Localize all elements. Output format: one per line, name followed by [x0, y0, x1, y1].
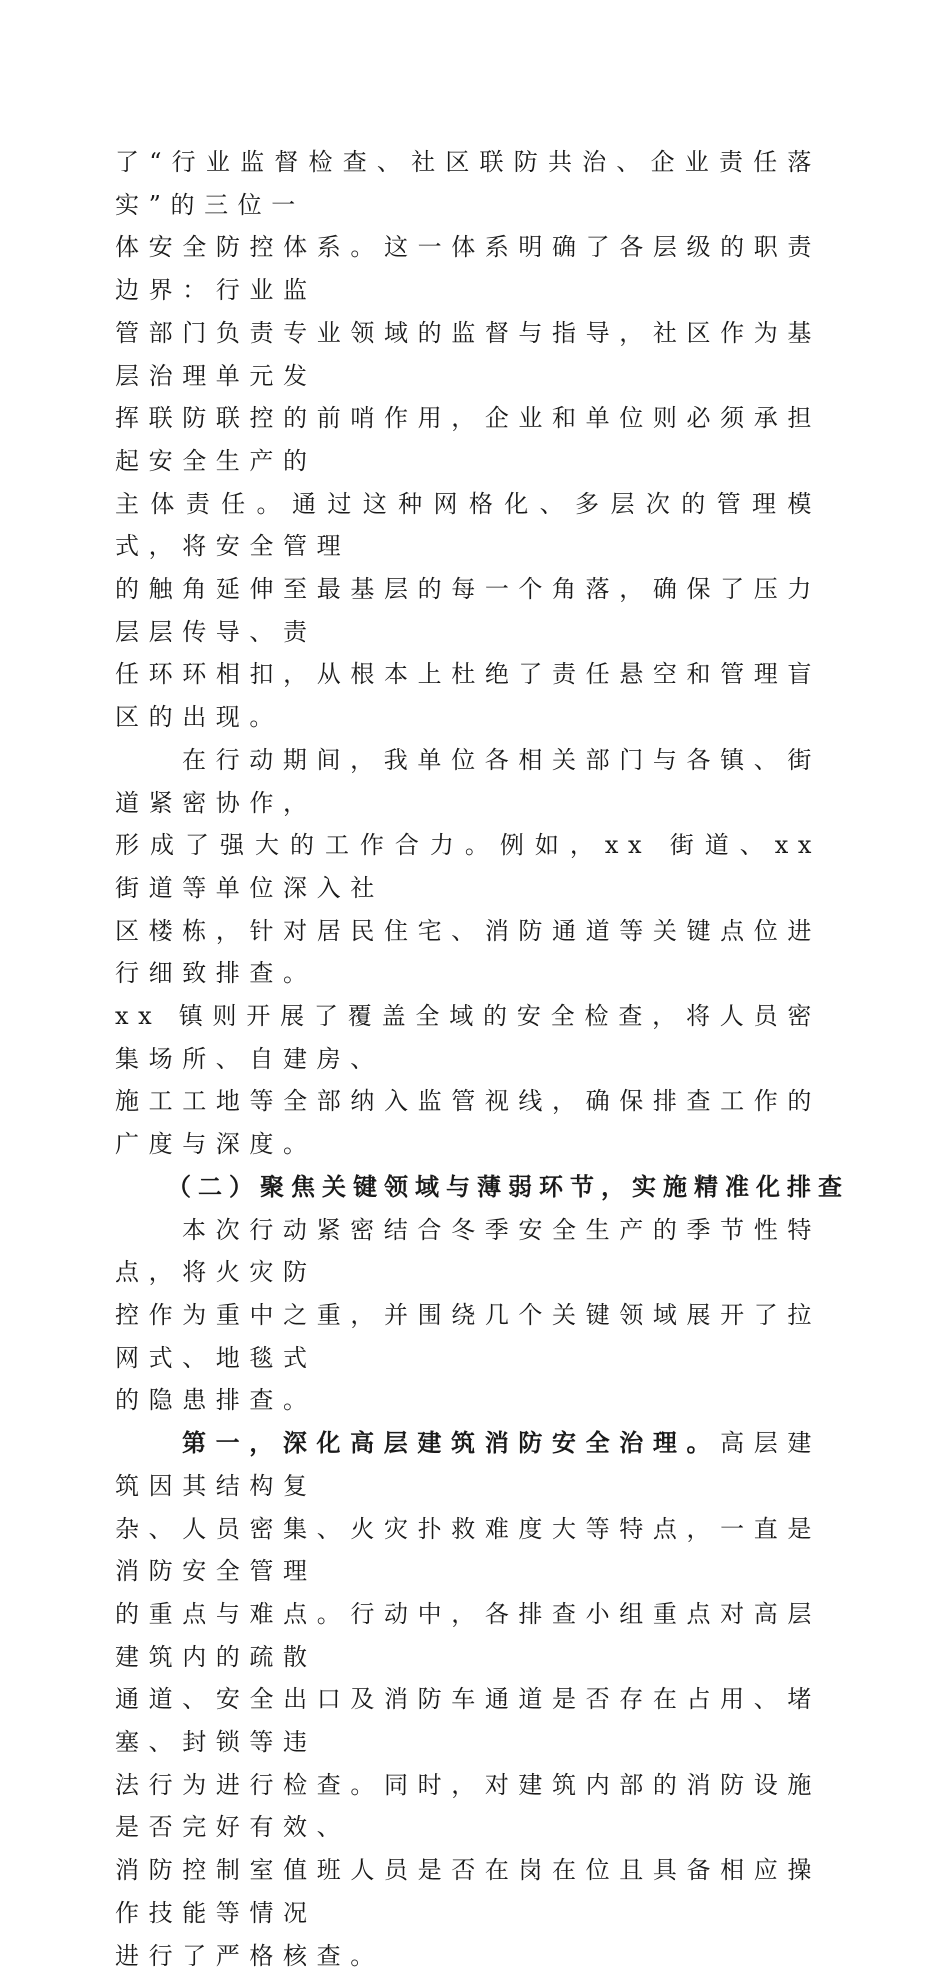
section-heading: （二）聚焦关键领域与薄弱环节，实施精准化排查 — [167, 1171, 849, 1201]
text-line: 杂、人员密集、火灾扑救难度大等特点，一直是消防安全管理 — [115, 1514, 821, 1586]
text-line — [115, 1422, 821, 1507]
document-body — [115, 141, 849, 1977]
paragraph-winter-focus — [115, 1209, 821, 1423]
paragraph-responsibility-system — [115, 141, 821, 739]
text-line: 任环环相扣，从根本上杜绝了责任悬空和管理盲区的出现。 — [115, 660, 821, 732]
paragraph-collaboration — [115, 739, 821, 1166]
text-line: 控作为重中之重，并围绕几个关键领域展开了拉网式、地毯式 — [115, 1300, 821, 1372]
text-line: 体安全防控体系。这一体系明确了各层级的职责边界：行业监 — [115, 233, 821, 305]
text-line: xx 镇则开展了覆盖全域的安全检查，将人员密集场所、自建房、 — [115, 1002, 821, 1073]
text-line: 主体责任。通过这种网格化、多层次的管理模式，将安全管理 — [115, 489, 821, 561]
paragraph-high-rise-safety — [115, 1422, 821, 1977]
text-line: 挥联防联控的前哨作用，企业和单位则必须承担起安全生产的 — [115, 404, 821, 475]
text-line: 的触角延伸至最基层的每一个角落，确保了压力层层传导、责 — [115, 575, 821, 646]
text-line: 了“行业监督检查、社区联防共治、企业责任落实”的三位一 — [115, 148, 821, 219]
text-line: 的重点与难点。行动中，各排查小组重点对高层建筑内的疏散 — [115, 1599, 821, 1671]
text-line: 形成了强大的工作合力。例如，xx 街道、xx 街道等单位深入社 — [115, 831, 821, 902]
text-line: 施工工地等全部纳入监管视线，确保排查工作的广度与深度。 — [115, 1087, 821, 1159]
text-run: 高层建筑因其结构复 — [115, 1429, 821, 1500]
text-line: 的隐患排查。 — [115, 1386, 317, 1415]
text-line: 区楼栋，针对居民住宅、消防通道等关键点位进行细致排查。 — [115, 916, 821, 988]
bold-lead-phrase: 第一，深化高层建筑消防安全治理。 — [182, 1428, 721, 1458]
text-line: 在行动期间，我单位各相关部门与各镇、街道紧密协作， — [115, 745, 821, 817]
text-line: 法行为进行检查。同时，对建筑内部的消防设施是否完好有效、 — [115, 1770, 821, 1842]
text-line: 通道、安全出口及消防车通道是否存在占用、堵塞、封锁等违 — [115, 1685, 821, 1757]
text-line: 进行了严格核查。 — [115, 1941, 384, 1970]
text-line: 消防控制室值班人员是否在岗在位且具备相应操作技能等情况 — [115, 1856, 821, 1927]
text-line: 管部门负责专业领域的监督与指导，社区作为基层治理单元发 — [115, 318, 821, 390]
text-line: 本次行动紧密结合冬季安全生产的季节性特点，将火灾防 — [115, 1215, 821, 1287]
